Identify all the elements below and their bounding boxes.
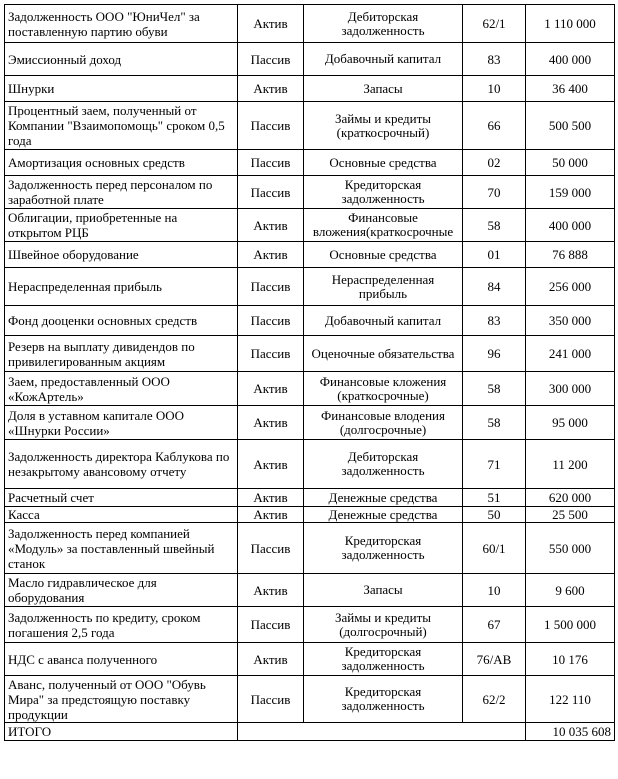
total-label: ИТОГО [5,723,238,741]
amount: 400 000 [526,209,615,242]
item-type: Актив [238,372,304,406]
balance-section: Запасы [304,76,463,102]
item-type: Актив [238,643,304,676]
item-type: Актив [238,76,304,102]
item-name: Доля в уставном капитале ООО «Шнурки России» [5,406,238,440]
amount: 159 000 [526,176,615,209]
balance-section: Добавочный капитал [304,306,463,336]
balance-section: Кредиторская задолженность [304,676,463,723]
amount: 1 500 000 [526,607,615,643]
amount: 620 000 [526,489,615,507]
item-type: Актив [238,209,304,242]
amount: 500 500 [526,102,615,150]
account-number: 01 [463,242,526,268]
account-number: 84 [463,268,526,306]
item-name: Эмиссионный доход [5,43,238,76]
account-number: 67 [463,607,526,643]
account-number: 83 [463,43,526,76]
item-name: Швейное оборудование [5,242,238,268]
balance-section: Займы и кредиты (долгосрочный) [304,607,463,643]
account-number: 10 [463,574,526,607]
balance-section: Запасы [304,574,463,607]
amount: 36 400 [526,76,615,102]
balance-section: Кредиторская задолженность [304,523,463,574]
balance-section: Денежные средства [304,489,463,507]
item-type: Актив [238,242,304,268]
amount: 256 000 [526,268,615,306]
balance-section: Финансовые влодения (долгосрочные) [304,406,463,440]
amount: 95 000 [526,406,615,440]
account-number: 51 [463,489,526,507]
account-number: 50 [463,507,526,523]
balance-section: Финансовые вложения(краткосрочные [304,209,463,242]
account-number: 10 [463,76,526,102]
amount: 10 176 [526,643,615,676]
table-row [5,440,615,489]
table-body [5,5,615,741]
account-number: 02 [463,150,526,176]
item-name: Резерв на выплату дивидендов по привилегированным акциям [5,336,238,372]
item-type: Актив [238,489,304,507]
table-row [5,306,615,336]
item-type: Пассив [238,676,304,723]
balance-section: Оценочные обязательства [304,336,463,372]
item-name: Нераспределенная прибыль [5,268,238,306]
table-row [5,102,615,150]
total-amount: 10 035 608 [526,723,615,741]
item-name: Задолженность перед компанией «Модуль» за поставленный швейный станок [5,523,238,574]
item-type: Пассив [238,607,304,643]
balance-section: Дебиторская задолженность [304,5,463,43]
balance-section: Добавочный капитал [304,43,463,76]
amount: 25 500 [526,507,615,523]
table-row [5,242,615,268]
table-row [5,43,615,76]
item-name: Масло гидравлическое для оборудования [5,574,238,607]
table-row [5,507,615,523]
balance-section: Займы и кредиты (краткосрочный) [304,102,463,150]
item-type: Пассив [238,306,304,336]
amount: 76 888 [526,242,615,268]
account-number: 83 [463,306,526,336]
account-number: 71 [463,440,526,489]
item-type: Актив [238,507,304,523]
account-number: 58 [463,372,526,406]
item-name: Задолженность по кредиту, сроком погашения 2,5 года [5,607,238,643]
table-row [5,150,615,176]
item-type: Пассив [238,150,304,176]
balance-section: Денежные средства [304,507,463,523]
amount: 11 200 [526,440,615,489]
item-name: Расчетный счет [5,489,238,507]
item-name: Амортизация основных средств [5,150,238,176]
table-row [5,336,615,372]
item-name: Касса [5,507,238,523]
table-row [5,209,615,242]
balance-section: Кредиторская задолженность [304,176,463,209]
account-number: 96 [463,336,526,372]
item-name: Задолженность ООО "ЮниЧел" за поставленную партию обуви [5,5,238,43]
item-name: Заем, предоставленный ООО «КожАртель» [5,372,238,406]
item-type: Пассив [238,43,304,76]
balance-section: Основные средства [304,242,463,268]
item-name: Облигации, приобретенные на открытом РЦБ [5,209,238,242]
table-row [5,372,615,406]
account-number: 66 [463,102,526,150]
item-type: Актив [238,440,304,489]
total-row [5,723,615,741]
amount: 122 110 [526,676,615,723]
amount: 9 600 [526,574,615,607]
table-row [5,176,615,209]
account-number: 62/2 [463,676,526,723]
table-row [5,5,615,43]
item-type: Пассив [238,102,304,150]
amount: 300 000 [526,372,615,406]
table-row [5,607,615,643]
account-number: 62/1 [463,5,526,43]
item-type: Пассив [238,523,304,574]
table-row [5,523,615,574]
table-row [5,489,615,507]
total-spacer [238,723,526,741]
balance-section: Финансовые кложения (краткосрочные) [304,372,463,406]
table-row [5,676,615,723]
item-name: Задолженность директора Каблукова по незакрытому авансовому отчету [5,440,238,489]
table-row [5,406,615,440]
item-type: Пассив [238,176,304,209]
balance-section: Дебиторская задолженность [304,440,463,489]
item-name: Процентный заем, полученный от Компании "Взаимопомощь" сроком 0,5 года [5,102,238,150]
account-number: 58 [463,406,526,440]
item-type: Актив [238,406,304,440]
amount: 550 000 [526,523,615,574]
table-row [5,268,615,306]
table-row [5,574,615,607]
item-type: Пассив [238,336,304,372]
item-type: Пассив [238,268,304,306]
account-number: 58 [463,209,526,242]
amount: 1 110 000 [526,5,615,43]
item-name: Аванс, полученный от ООО "Обувь Мира" за предстоящую поставку продукции [5,676,238,723]
item-type: Актив [238,574,304,607]
account-number: 70 [463,176,526,209]
table-row [5,643,615,676]
amount: 350 000 [526,306,615,336]
account-number: 76/АВ [463,643,526,676]
account-number: 60/1 [463,523,526,574]
item-name: НДС с аванса полученного [5,643,238,676]
balance-section: Кредиторская задолженность [304,643,463,676]
table-row [5,76,615,102]
amount: 50 000 [526,150,615,176]
item-name: Задолженность перед персоналом по заработной плате [5,176,238,209]
balance-section: Основные средства [304,150,463,176]
item-name: Шнурки [5,76,238,102]
amount: 400 000 [526,43,615,76]
item-name: Фонд дооценки основных средств [5,306,238,336]
balance-section: Нераспределенная прибыль [304,268,463,306]
accounts-table [4,4,615,741]
item-type: Актив [238,5,304,43]
amount: 241 000 [526,336,615,372]
